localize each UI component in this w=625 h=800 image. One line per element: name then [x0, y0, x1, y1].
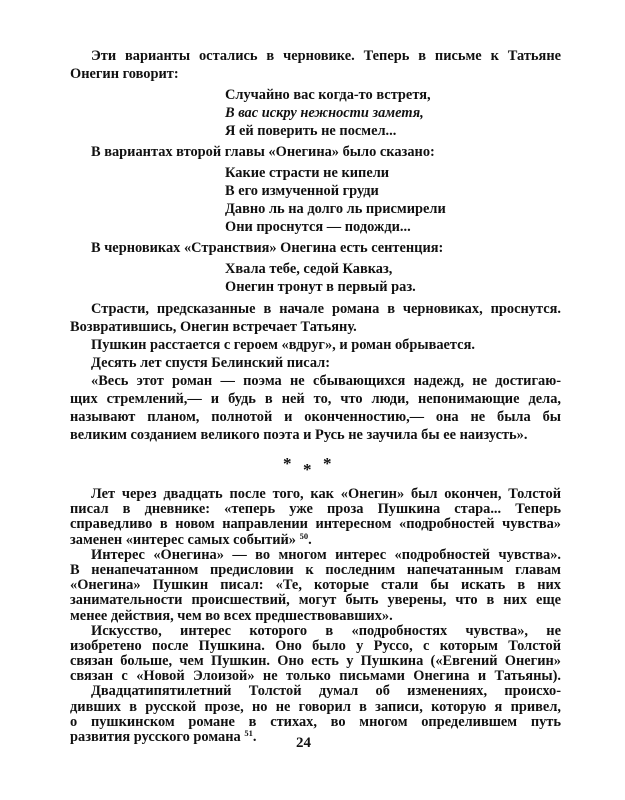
paragraph-line [70, 728, 256, 746]
paragraph-line: дивших в русской прозе, но не говорил в записи, которую я привел, [70, 698, 561, 715]
paragraph-line: Двадцатипятилетний Толстой думал об изменениях, происхо- [91, 683, 561, 700]
paragraph-line: «Онегина» Пушкин писал: «Те, которые стали бы искать в них [70, 577, 561, 594]
quote-line: великим созданием великого поэта и Русь не заучила бы ее наизусть». [70, 427, 528, 443]
paragraph-line: Возвратившись, Онегин встречает Татьяну. [70, 319, 357, 335]
verse-line: Случайно вас когда-то встретя, [225, 87, 431, 103]
paragraph-text: заменен «интерес самых событий» [70, 531, 296, 548]
quote-line: щих стремлений,— и будь в ней то, что люди, непонимающие дела, [70, 391, 561, 407]
verse-line: Я ей поверить не посмел... [225, 123, 397, 139]
paragraph-line: В черновиках «Странствия» Онегина есть сентенция: [91, 240, 444, 256]
paragraph-line: Страсти, предсказанные в начале романа в черновиках, проснутся. [91, 301, 561, 317]
verse-line: Какие страсти не кипели [225, 165, 390, 181]
paragraph-text: развития русского романа [70, 729, 241, 745]
paragraph-line: В ненапечатанном предисловии к последним напечатанным главам [70, 561, 561, 578]
paragraph-line: Онегин говорит: [70, 66, 179, 82]
asterisk-icon: * [323, 454, 332, 473]
paragraph-line: В вариантах второй главы «Онегина» было сказано: [91, 144, 435, 160]
verse-line: Онегин тронут в первый раз. [225, 279, 416, 295]
paragraph-line: изобретено после Пушкина. Оно было у Руссо, с которым Толстой [70, 637, 561, 654]
paragraph-line: о пушкинском романе в стихах, во многом определившем путь [70, 713, 561, 730]
paragraph-line: Пушкин расстается с героем «вдруг», и роман обрывается. [91, 337, 475, 353]
paragraph-end: . [252, 729, 257, 745]
paragraph-line: занимательности происшествий, могут быть уверены, что в них еще [70, 592, 561, 609]
paragraph-line: Искусство, интерес которого в «подробностях чувства», не [91, 622, 561, 639]
verse-line: Хвала тебе, седой Кавказ, [225, 261, 393, 277]
paragraph-line: справедливо в новом направлении интересном «подробностей чувства» [70, 516, 561, 533]
footnote-marker: 50 [299, 530, 309, 541]
paragraph-line: Эти варианты остались в черновике. Теперь в письме к Татьяне [91, 48, 561, 64]
page-number: 24 [296, 735, 311, 751]
asterisk-icon: * [303, 460, 312, 479]
paragraph-line: писал в дневнике: «теперь уже проза Пушкина стара... Теперь [70, 501, 561, 518]
verse-line: Давно ль на долго ль присмирели [225, 201, 446, 217]
paragraph-line: Десять лет спустя Белинский писал: [91, 355, 331, 371]
footnote-marker: 51 [244, 728, 253, 738]
paragraph-line: связан больше, чем Пушкин. Оно есть у Пушкина («Евгений Онегин» [70, 653, 561, 670]
paragraph-line: Интерес «Онегина» — во многом интерес «подробностей чувства». [91, 546, 561, 563]
quote-line: «Весь этот роман — поэма не сбывающихся надежд, не достигаю- [91, 373, 561, 389]
paragraph-end: . [308, 531, 312, 548]
verse-line: В вас искру нежности заметя, [225, 105, 424, 121]
verse-line: Они проснутся — подожди... [225, 219, 411, 235]
paragraph-line: связан с «Новой Элоизой» не только письмами Онегина и Татьяны). [70, 668, 561, 685]
quote-line: называют планом, полнотой и оконченностию,— она не была бы [70, 409, 561, 425]
paragraph-line: менее действия, чем во всех предшествовавших». [70, 607, 393, 624]
asterisk-icon: * [283, 454, 292, 473]
paragraph-line: Лет через двадцать после того, как «Онегин» был окончен, Толстой [91, 486, 561, 502]
verse-line: В его измученной груди [225, 183, 379, 199]
